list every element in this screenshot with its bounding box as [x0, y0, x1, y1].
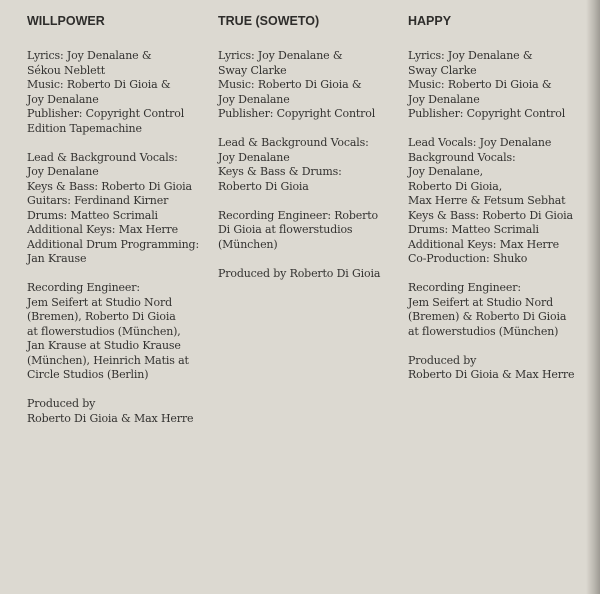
- credits-block: [408, 136, 593, 267]
- credits-block: [218, 49, 403, 122]
- credits-block: [408, 354, 593, 383]
- credit-line: Joy Denalane: [218, 150, 290, 164]
- credit-line: (Bremen), Roberto Di Gioia: [27, 310, 176, 323]
- credit-line: Keys & Bass & Drums:: [218, 165, 342, 178]
- credit-line: Additional Keys: Max Herre: [408, 237, 560, 251]
- credit-line: (München): [218, 237, 278, 251]
- credit-line: Joy Denalane: [27, 165, 99, 178]
- credit-line: Lead & Background Vocals:: [27, 150, 178, 164]
- credit-line: Guitars: Ferdinand Kirner: [27, 194, 169, 207]
- credit-line: Lead Vocals: Joy Denalane: [408, 136, 552, 149]
- credit-line: Jan Krause at Studio Krause: [27, 339, 181, 352]
- credit-line: Joy Denalane,: [408, 165, 483, 178]
- credit-line: Recording Engineer:: [27, 281, 140, 294]
- credit-line: Drums: Matteo Scrimali: [408, 223, 539, 236]
- credit-line: Recording Engineer:: [408, 281, 521, 294]
- credit-line: Jem Seifert at Studio Nord: [27, 295, 173, 309]
- credits-block: [218, 209, 403, 253]
- credit-line: Roberto Di Gioia & Max Herre: [408, 368, 575, 381]
- credit-line: Joy Denalane: [408, 92, 480, 106]
- credits-block: [27, 281, 212, 383]
- credits-block: [27, 397, 212, 426]
- credit-line: Edition Tapemachine: [27, 121, 142, 135]
- credits-block: [27, 49, 212, 136]
- credits-block: [408, 49, 593, 122]
- credit-line: Co-Production: Shuko: [408, 252, 528, 265]
- credits-column-happy: [408, 14, 593, 397]
- credit-line: Di Gioia at flowerstudios: [218, 223, 353, 236]
- credit-line: Max Herre & Fetsum Sebhat: [408, 194, 566, 207]
- credit-line: Jem Seifert at Studio Nord: [408, 295, 554, 309]
- credit-line: at flowerstudios (München): [408, 324, 559, 338]
- credit-line: Keys & Bass: Roberto Di Gioia: [408, 208, 573, 222]
- credit-line: Publisher: Copyright Control: [27, 107, 185, 120]
- credit-line: Sway Clarke: [218, 63, 287, 77]
- credit-line: Produced by: [27, 397, 96, 410]
- song-title: WILLPOWER: [27, 14, 105, 28]
- credit-line: Music: Roberto Di Gioia &: [27, 78, 171, 91]
- credit-line: Lyrics: Joy Denalane &: [27, 49, 152, 62]
- song-title: TRUE (SOWETO): [218, 14, 320, 28]
- credit-line: (München), Heinrich Matis at: [27, 353, 189, 367]
- credits-block: [408, 281, 593, 339]
- credit-line: Joy Denalane: [218, 92, 290, 106]
- credit-line: Produced by Roberto Di Gioia: [218, 266, 381, 280]
- credits-block: [27, 151, 212, 267]
- song-title: HAPPY: [408, 14, 452, 28]
- credit-line: Music: Roberto Di Gioia &: [408, 78, 552, 91]
- credit-line: Additional Drum Programming:: [27, 237, 200, 251]
- credit-line: Publisher: Copyright Control: [218, 107, 376, 120]
- credit-line: Sékou Neblett: [27, 63, 106, 77]
- credit-line: Keys & Bass: Roberto Di Gioia: [27, 179, 192, 193]
- credits-block: [218, 136, 403, 194]
- credit-line: Roberto Di Gioia & Max Herre: [27, 411, 194, 425]
- credit-line: at flowerstudios (München),: [27, 324, 181, 338]
- credit-line: Drums: Matteo Scrimali: [27, 208, 158, 222]
- credit-line: Recording Engineer: Roberto: [218, 208, 378, 222]
- credit-line: Lyrics: Joy Denalane &: [408, 49, 533, 62]
- credit-line: Roberto Di Gioia: [218, 179, 309, 193]
- credit-line: Roberto Di Gioia,: [408, 179, 503, 193]
- credits-block: [218, 267, 403, 282]
- credit-line: Jan Krause: [27, 252, 87, 265]
- credit-line: Joy Denalane: [27, 92, 99, 106]
- credit-line: Music: Roberto Di Gioia &: [218, 78, 362, 91]
- credit-line: (Bremen) & Roberto Di Gioia: [408, 310, 567, 323]
- credit-line: Circle Studios (Berlin): [27, 368, 149, 381]
- credit-line: Produced by: [408, 353, 477, 367]
- credit-line: Background Vocals:: [408, 150, 516, 164]
- credit-line: Sway Clarke: [408, 63, 477, 77]
- credits-column-true-soweto: [218, 14, 403, 296]
- credit-line: Additional Keys: Max Herre: [27, 223, 179, 236]
- credit-line: Lyrics: Joy Denalane &: [218, 49, 343, 62]
- credit-line: Publisher: Copyright Control: [408, 107, 566, 120]
- credit-line: Lead & Background Vocals:: [218, 136, 369, 149]
- credits-column-willpower: [27, 14, 212, 441]
